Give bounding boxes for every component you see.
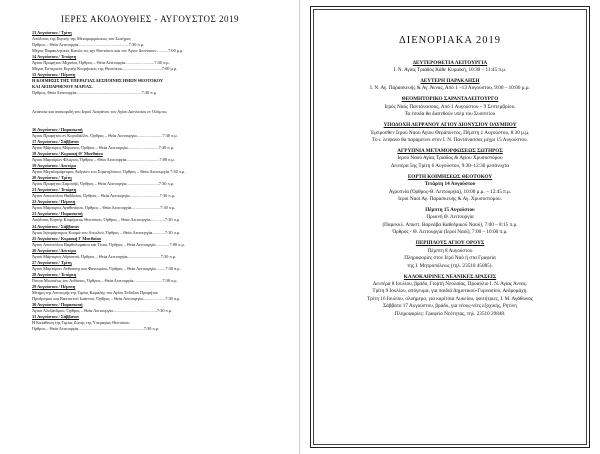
schedule-entry: Άγιου Μεγαλομάρτυρος Ανδρέου του Στρατηλάτου, Όρθρος – Θεία Λειτουργία 7:30 π.μ. [32, 169, 186, 175]
event-detail: Τρίτη 9 Ιουλίου, απόγευμα, για παιδιά Δημοτικού-Γυμνασίου, Ανδρομάχη. [372, 288, 528, 295]
event-section [330, 274, 570, 318]
event-detail: Πρωινή Θ. Λειτουργία [426, 214, 474, 221]
event-heading: ΘΕΟΜΗΤΟΡΙΚΟ ΣΑΡΑΝΤΑΛΕΙΤΟΥΡΓΟ [401, 96, 499, 103]
event-detail: Ιερός Ναός Παντάνασσας, Από 1 Αυγούστου – 9 Σεπτεμβρίου. [384, 103, 516, 110]
event-detail: Τρίτη 16 Ιουλίου, ολοήμερο, για κορίτσια Λυκείου, φοιτήτριες, Ι. Μ. Αγάθωνος [367, 295, 533, 302]
event-detail: Πληροφορίες: Γραφείο Νεότητας, τηλ. 23510 29848. [394, 310, 506, 317]
schedule-entry: Όσιου Μωυσέως του Αιθίοπος, Όρθρος – Θεία Λειτουργία...........................7:30 π.μ. [32, 277, 178, 283]
schedule-entry: Λιτανεία και ανακομιδή του Ιερού Λειψάνου του Αγίου Διονυσίου εν Ολύμπω [32, 108, 167, 114]
event-detail: Δευτέρα 5ης Τρίτη 6 Αυγούστου, 9:30–12:30 μεσάνυχτα [390, 162, 510, 169]
schedule-entry: ΚΑΙ ΑΕΙΠΑΡΘΕΝΟΥ ΜΑΡΙΑΣ. [32, 84, 93, 90]
schedule-date-heading: 20 Αυγούστου / Τρίτη [32, 175, 72, 181]
event-section [330, 60, 570, 75]
left-page-title: ΙΕΡΕΣ ΑΚΟΛΟΥΘΙΕΣ - ΑΥΓΟΥΣΤΟΣ 2019 [60, 14, 240, 24]
schedule-date-heading: 21 Αυγούστου / Τετάρτη [32, 187, 77, 193]
schedule-entry: Μνήμη της Αποτομής της Τιμίας Κεφαλής του Αγίου Ενδόξου Προφήτου [32, 290, 159, 296]
schedule-date-heading: 22 Αυγούστου / Πέμπτη [32, 199, 76, 205]
events-list [330, 56, 570, 318]
schedule-entry: Άγιου Μάρτυρος Αδριανού, Όρθρος – Θεία Λειτουργία...............................7:30 π.μ. [32, 253, 177, 259]
event-detail: Τετάρτη 14 Αυγούστου [424, 181, 476, 188]
event-detail: Ι. Ν. Αγ. Παρασκευής & Αγ. Άννας, Από 1 –13 Αυγούστου, 9:00 – 10:00 μ.μ. [370, 85, 530, 92]
schedule-date-heading: 28 Αυγούστου / Τετάρτη [32, 271, 77, 277]
schedule-entry: Άγιου Προφήτου εν Κορυδάλλιν, Όρθρος – Θεία Λειτουργία........................7:30 π.μ. [32, 132, 178, 138]
schedule-date-heading: 24 Αυγούστου / Σάββατον [32, 223, 80, 229]
schedule-list [32, 30, 288, 332]
schedule-date-heading: 26 Αυγούστου / Δευτέρα [32, 247, 76, 253]
schedule-date-heading: 31 Αυγούστου / Σάββατον [32, 314, 80, 320]
schedule-date-heading: 29 Αυγούστου / Πέμπτη [32, 283, 76, 289]
schedule-entry: Άγιου Προφήτου Μιχαίου, Όρθρος – Θεία Λειτουργία...........................7:30 π.μ. [32, 60, 170, 66]
event-detail: Αγρυπνία (Όρθρος-Θ. Λειτουργία), 10:00 μ.μ. – 12:45 π.μ. [388, 188, 512, 195]
schedule-date-heading: 19 Αυγούστου / Δευτέρα [32, 163, 76, 169]
schedule-entry: Όρθρος – Θεία Λειτουργία.............................................................7:30 π.μ. [32, 326, 160, 332]
schedule-entry: Προδρόμου και Βαπτιστού Ιωάννου, Όρθρος – Θεία Λειτουργία.....................7:30 π.μ. [32, 296, 181, 302]
schedule-entry: Μέγας Εσπερινός Εορτής Κοιμήσεως της Θεοτόκου.....................................7:00 μ.μ. [32, 66, 178, 72]
event-detail: Ιερού Ναού Αγίας Τριάδος & Αγίου Χρυσοστόμου [397, 155, 503, 162]
event-section [330, 174, 570, 237]
schedule-date-heading: 13 Αυγούστου / Τρίτη [32, 30, 72, 35]
right-page-title: ΔΙΕΝΟΡΙΑΚΑ 2019 [399, 35, 501, 46]
schedule-date-heading: 27 Αυγούστου / Τρίτη [32, 259, 72, 265]
schedule-date-heading: 23 Αυγούστου / Παρασκευή [32, 211, 83, 217]
event-detail: Έμπροσθεν Ιερού Ναού Αγίου Θεράποντος, Πέμπτη 1 Αυγούστου, 8:30 μ.μ. [370, 129, 530, 136]
event-detail: Πληροφορίες στον Ιερό Ναό ή στα Γραφεία [404, 255, 496, 262]
event-heading: ΕΟΡΤΗ ΚΟΙΜΗΣΕΩΣ ΘΕΟΤΟΚΟΥ [407, 173, 493, 180]
event-section [330, 240, 570, 270]
event-detail: Σάββατο 17 Αυγούστου, βράδυ, για νέους-νέες εξοχικής, Ρητίνη [383, 303, 517, 310]
event-detail: Ιεροί Ναοί Αγ. Παρασκευής & Αγ. Χρυσοστόμου. [398, 196, 502, 203]
schedule-date-heading: 18 Αυγούστου / Κυριακή Θ' Ματθαίου [32, 150, 103, 156]
schedule-entry: Η ΚΟΙΜΗΣΙΣ ΤΗΣ ΥΠΕΡΑΓΙΑΣ ΔΕΣΠΟΙΝΗΣ ΗΜΩΝ ΘΕΟΤΟΚΟΥ [32, 78, 164, 84]
schedule-entry: Άγιου Μαρτύρων Ανθούσης και Φανουρίου, Όρθρος – Θεία Λειτουργία.........7:30 π.μ. [32, 265, 181, 271]
schedule-date-heading: 14 Αυγούστου / Τετάρτη [32, 54, 77, 60]
schedule-date-heading: 17 Αυγούστου / Σάββατον [32, 138, 80, 144]
schedule-date-heading: 16 Αυγούστου / Παρασκευή [32, 126, 83, 132]
event-detail: Πέμπτη 15 Αυγούστου [425, 207, 475, 214]
schedule-entry: Άγιου Μάρτυρος Μύρωνος, Όρθρος – Θεία Λειτουργία.............................7:30 π.μ. [32, 144, 174, 150]
schedule-entry: Άγιου Αποστόλου Θαδδαίου, Όρθρος – Θεία Λειτουργία............................7:30 π.μ. [32, 193, 175, 199]
event-detail: Το ι. λείψανο θα παραμείνει στον Ι. Ν. Παντάνασσας μέχρι 15 Αυγούστου. [372, 137, 528, 144]
schedule-entry: Άγιου Ιερομάρτυρος Κοσμά του Αιτωλού, Όρθρος – Θεία Λειτουργία............7:30 π.μ. [32, 229, 181, 235]
event-detail: Τα έσοδα θα διατεθούν υπέρ του Συσσιτίου [404, 111, 496, 118]
event-section [330, 122, 570, 144]
schedule-entry: Άγιου Προφήτου Σαμουήλ, Όρθρος – Θεία Λειτουργία..............................7:30 π.μ. [32, 181, 175, 187]
event-heading: ΔΕΥΤΕΡΗ ΠΑΡΑΚΛΗΣΗ [420, 78, 480, 84]
event-detail: Δευτέρα 8 Ιουλίου, βράδυ, Γιορτή Νεολαίας, Προαύλιο Ι. Ν. Αγίας Άννας. [372, 280, 528, 287]
event-detail: Πέμπτη 8 Αυγούστου [427, 247, 473, 254]
event-section [330, 78, 570, 93]
schedule-date-heading: 30 Αυγούστου / Παρασκευή [32, 302, 83, 308]
schedule-entry: Μέγας Παρακλητικός Κανών εις την Θεοτόκον και τον Άγιον Διονύσιον...........7:00 μ.μ. [32, 48, 184, 54]
event-detail: Ι. Ν. Αγίας Τριάδος Κάθε Κυριακή, 10:30 – 11:45 π.μ. [393, 67, 507, 73]
schedule-entry: Η Κατάθεση της Τιμίας Ζώνης της Υπεραγίας Θεοτόκου [32, 320, 130, 326]
event-detail: Όρθρος - Θ. Λειτουργία (Ιεροί Ναοί), 7:00 – 10:00 π.μ. [392, 229, 508, 236]
schedule-date-heading: 25 Αυγούστου / Κυριακή Ι' Ματθαίου [32, 235, 102, 241]
event-heading: ΚΑΛΟΚΑΙΡΙΝΕΣ ΝΕΑΝΙΚΕΣ ΔΡΑΣΕΙΣ [403, 273, 497, 280]
schedule-entry: Άγιου Μαρτύρων Φλώρου, Όρθρος – Θεία Λειτουργία...............................7:00 π.μ. [32, 156, 175, 162]
schedule-entry: Απόδοσις της Εορτής της Μεταμορφώσεως του Σωτήρος [32, 36, 131, 42]
event-heading: ΑΓΡΥΠΝΙΑ ΜΕΤΑΜΟΡΦΩΣΕΩΣ ΣΩΤΗΡΟΣ [397, 148, 503, 155]
schedule-entry: Άγιου Αλεξάνδρου, Όρθρος – Θεία Λειτουργία.........................................7:30 π.μ. [32, 308, 173, 314]
schedule-entry: Όρθρος – Θεία Λειτουργία...............................................7:30 π.μ. [32, 42, 145, 48]
schedule-date-heading: 15 Αυγούστου / Πέμπτη [32, 72, 76, 78]
schedule-entry: Απόδοσις Εορτής Κοιμήσεως Θεοτόκου, Όρθρος – Θεία Λειτουργία..............7:30 π.μ. [32, 217, 181, 223]
event-heading: ΔΕΥΤΕΡΟΘΕΤΙΑ ΛΕΙΤΟΥΡΓΙΑ [412, 59, 488, 66]
schedule-entry: Άγιου Αποστόλου Βαρθολομαίου και Τίτου, Όρθρος – Θεία Λειτουργία.............7:00 π.μ. [32, 241, 185, 247]
event-heading: ΥΠΟΔΟΧΗ ΛΕΙΨΑΝΟΥ ΑΓΙΟΥ ΔΙΟΝΥΣΙΟΥ ΟΛΥΜΠΟΥ [383, 122, 517, 129]
schedule-entry: Όρθρος, Θεία Λειτουργία.............................................................7:30 π.μ. [32, 90, 157, 96]
event-detail: (Παρεκκλ. Αποστ. Βαρνάβα Καθεδρικού Ναού), 7:00 – 8:15 π.μ. [382, 221, 518, 228]
event-heading: ΠΕΡΙΠΛΟΥΣ ΑΓΙΟΥ ΟΡΟΥΣ [415, 240, 485, 247]
event-detail: της Ι. Μητροπόλεως (τηλ. 23510 45085). [407, 262, 493, 269]
event-section [330, 148, 570, 170]
event-section [330, 96, 570, 118]
schedule-entry: Άγιου Μάρτυρος Αγαθονίκου, Όρθρος – Θεία Λειτουργία...........................7:30 π.μ. [32, 205, 176, 211]
